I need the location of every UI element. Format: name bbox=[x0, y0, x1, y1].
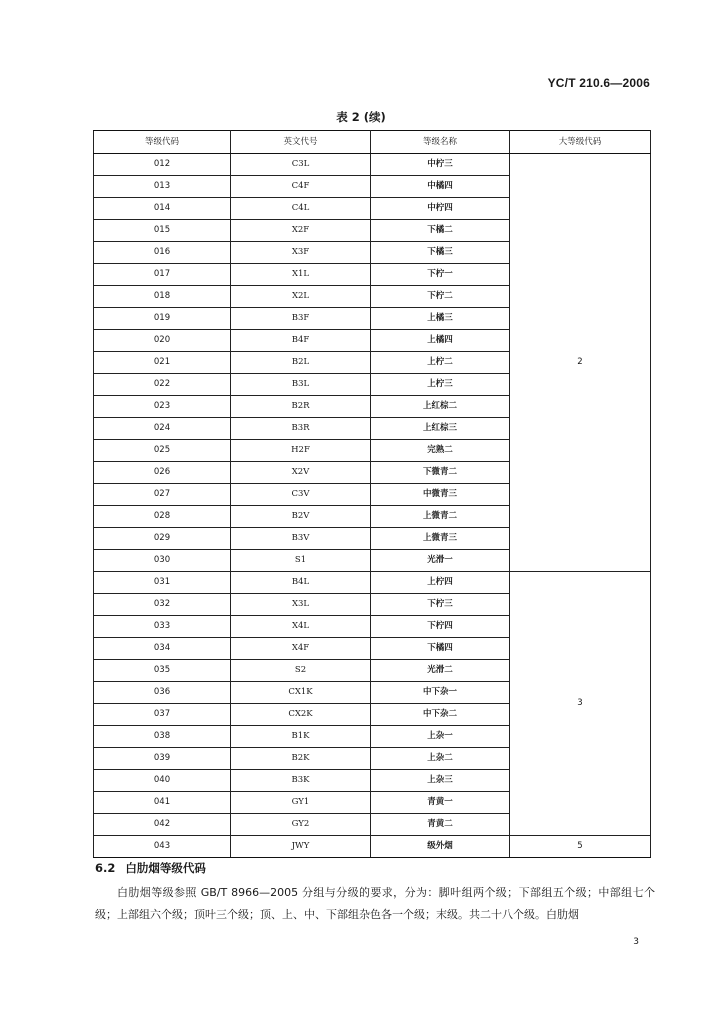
grade-name-cell: 上柠三 bbox=[371, 374, 510, 396]
grade-code-table bbox=[93, 130, 651, 858]
grade-name-cell: 上红棕三 bbox=[371, 418, 510, 440]
grade-code-cell: 022 bbox=[94, 374, 231, 396]
english-code-cell: S2 bbox=[231, 660, 371, 682]
grade-code-cell: 035 bbox=[94, 660, 231, 682]
english-code-cell: C3V bbox=[231, 484, 371, 506]
grade-name-cell: 中橘四 bbox=[371, 176, 510, 198]
grade-name-cell: 下柠四 bbox=[371, 616, 510, 638]
english-code-cell: B2V bbox=[231, 506, 371, 528]
grade-name-cell: 上红棕二 bbox=[371, 396, 510, 418]
english-code-cell: X3L bbox=[231, 594, 371, 616]
major-grade-code-cell: 5 bbox=[510, 836, 651, 858]
grade-name-cell: 上微青三 bbox=[371, 528, 510, 550]
english-code-cell: CX1K bbox=[231, 682, 371, 704]
section-heading bbox=[95, 860, 206, 876]
grade-name-cell: 上杂一 bbox=[371, 726, 510, 748]
table-row bbox=[94, 572, 651, 594]
grade-name-cell: 上柠四 bbox=[371, 572, 510, 594]
section-number: 6.2 bbox=[95, 861, 116, 875]
grade-code-cell: 024 bbox=[94, 418, 231, 440]
major-grade-code-cell: 2 bbox=[510, 154, 651, 572]
grade-name-cell: 级外烟 bbox=[371, 836, 510, 858]
grade-code-cell: 037 bbox=[94, 704, 231, 726]
english-code-cell: X3F bbox=[231, 242, 371, 264]
grade-code-cell: 031 bbox=[94, 572, 231, 594]
grade-code-cell: 015 bbox=[94, 220, 231, 242]
grade-name-cell: 中微青三 bbox=[371, 484, 510, 506]
grade-code-cell: 030 bbox=[94, 550, 231, 572]
english-code-cell: GY2 bbox=[231, 814, 371, 836]
grade-name-cell: 上橘四 bbox=[371, 330, 510, 352]
grade-code-cell: 018 bbox=[94, 286, 231, 308]
grade-code-cell: 042 bbox=[94, 814, 231, 836]
grade-code-cell: 038 bbox=[94, 726, 231, 748]
english-code-cell: B1K bbox=[231, 726, 371, 748]
grade-name-cell: 下橘三 bbox=[371, 242, 510, 264]
table-row bbox=[94, 154, 651, 176]
english-code-cell: B3F bbox=[231, 308, 371, 330]
english-code-cell: C3L bbox=[231, 154, 371, 176]
grade-name-cell: 青黄二 bbox=[371, 814, 510, 836]
grade-code-cell: 021 bbox=[94, 352, 231, 374]
english-code-cell: X4L bbox=[231, 616, 371, 638]
grade-name-cell: 上橘三 bbox=[371, 308, 510, 330]
standard-number: YC/T 210.6—2006 bbox=[547, 76, 650, 90]
grade-name-cell: 上柠二 bbox=[371, 352, 510, 374]
grade-name-cell: 下橘二 bbox=[371, 220, 510, 242]
english-code-cell: B3V bbox=[231, 528, 371, 550]
grade-name-cell: 下柠一 bbox=[371, 264, 510, 286]
column-header-english-code: 英文代号 bbox=[231, 131, 371, 154]
grade-code-cell: 019 bbox=[94, 308, 231, 330]
grade-name-cell: 光滑二 bbox=[371, 660, 510, 682]
section-title: 白肋烟等级代码 bbox=[125, 861, 206, 875]
grade-code-cell: 014 bbox=[94, 198, 231, 220]
column-header-major-grade-code: 大等级代码 bbox=[510, 131, 651, 154]
english-code-cell: B2L bbox=[231, 352, 371, 374]
grade-code-cell: 027 bbox=[94, 484, 231, 506]
table-header-row bbox=[94, 131, 651, 154]
grade-code-cell: 029 bbox=[94, 528, 231, 550]
table-row bbox=[94, 836, 651, 858]
grade-name-cell: 下柠二 bbox=[371, 286, 510, 308]
english-code-cell: JWY bbox=[231, 836, 371, 858]
grade-code-cell: 032 bbox=[94, 594, 231, 616]
grade-code-cell: 012 bbox=[94, 154, 231, 176]
english-code-cell: B4F bbox=[231, 330, 371, 352]
english-code-cell: B4L bbox=[231, 572, 371, 594]
english-code-cell: X2V bbox=[231, 462, 371, 484]
english-code-cell: S1 bbox=[231, 550, 371, 572]
grade-code-cell: 025 bbox=[94, 440, 231, 462]
english-code-cell: X2L bbox=[231, 286, 371, 308]
grade-code-cell: 040 bbox=[94, 770, 231, 792]
table-caption: 表 2 (续) bbox=[336, 110, 386, 124]
english-code-cell: X1L bbox=[231, 264, 371, 286]
grade-name-cell: 中下杂二 bbox=[371, 704, 510, 726]
grade-code-cell: 016 bbox=[94, 242, 231, 264]
section-paragraph: 白肋烟等级参照 GB/T 8966—2005 分组与分级的要求，分为：脚叶组两个级；下部组五个级；中部组七个级；上部组六个级；顶叶三个级；顶、上、中、下部组杂色各一个级；末级。共二十八个级。白肋烟 bbox=[95, 886, 655, 921]
grade-code-cell: 026 bbox=[94, 462, 231, 484]
grade-name-cell: 下微青二 bbox=[371, 462, 510, 484]
grade-code-cell: 017 bbox=[94, 264, 231, 286]
english-code-cell: B3K bbox=[231, 770, 371, 792]
grade-code-cell: 013 bbox=[94, 176, 231, 198]
english-code-cell: X4F bbox=[231, 638, 371, 660]
english-code-cell: B2R bbox=[231, 396, 371, 418]
grade-name-cell: 上杂二 bbox=[371, 748, 510, 770]
grade-code-cell: 020 bbox=[94, 330, 231, 352]
grade-name-cell: 光滑一 bbox=[371, 550, 510, 572]
grade-code-cell: 039 bbox=[94, 748, 231, 770]
english-code-cell: B2K bbox=[231, 748, 371, 770]
grade-code-cell: 028 bbox=[94, 506, 231, 528]
grade-code-cell: 034 bbox=[94, 638, 231, 660]
grade-name-cell: 中柠四 bbox=[371, 198, 510, 220]
page-number: 3 bbox=[633, 937, 639, 947]
grade-name-cell: 中下杂一 bbox=[371, 682, 510, 704]
grade-code-cell: 023 bbox=[94, 396, 231, 418]
major-grade-code-cell: 3 bbox=[510, 572, 651, 836]
grade-name-cell: 青黄一 bbox=[371, 792, 510, 814]
english-code-cell: B3L bbox=[231, 374, 371, 396]
grade-code-cell: 033 bbox=[94, 616, 231, 638]
grade-code-cell: 041 bbox=[94, 792, 231, 814]
grade-name-cell: 上微青二 bbox=[371, 506, 510, 528]
english-code-cell: C4F bbox=[231, 176, 371, 198]
grade-code-cell: 036 bbox=[94, 682, 231, 704]
column-header-grade-name: 等级名称 bbox=[371, 131, 510, 154]
grade-name-cell: 下柠三 bbox=[371, 594, 510, 616]
column-header-grade-code: 等级代码 bbox=[94, 131, 231, 154]
english-code-cell: C4L bbox=[231, 198, 371, 220]
grade-name-cell: 完熟二 bbox=[371, 440, 510, 462]
english-code-cell: CX2K bbox=[231, 704, 371, 726]
english-code-cell: GY1 bbox=[231, 792, 371, 814]
grade-name-cell: 下橘四 bbox=[371, 638, 510, 660]
table-body bbox=[94, 154, 651, 858]
english-code-cell: X2F bbox=[231, 220, 371, 242]
grade-name-cell: 中柠三 bbox=[371, 154, 510, 176]
english-code-cell: B3R bbox=[231, 418, 371, 440]
grade-name-cell: 上杂三 bbox=[371, 770, 510, 792]
grade-code-cell: 043 bbox=[94, 836, 231, 858]
english-code-cell: H2F bbox=[231, 440, 371, 462]
